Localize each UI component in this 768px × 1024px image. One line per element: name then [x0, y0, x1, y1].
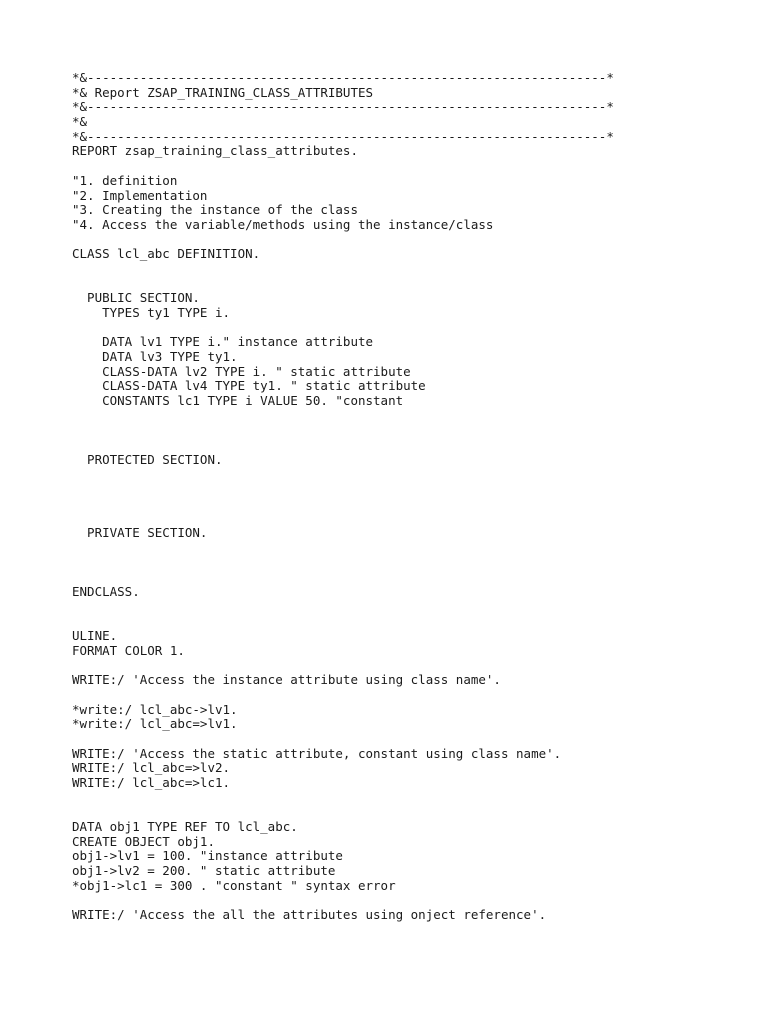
code-line: TYPES ty1 TYPE i.: [72, 305, 231, 320]
code-line: [72, 233, 614, 248]
code-line: *&---------------------------------------------------------------------*: [72, 128, 614, 144]
code-line: [72, 614, 614, 629]
code-line: WRITE:/ 'Access the all the attributes using onject reference'.: [72, 907, 547, 923]
code-line: [72, 688, 614, 703]
code-line: *write:/ lcl_abc=>lv1.: [72, 716, 238, 732]
code-line: *&---------------------------------------------------------------------*: [72, 99, 614, 115]
code-line: "1. definition: [72, 172, 178, 188]
code-line: *obj1->lc1 = 300 . "constant " syntax error: [72, 877, 396, 893]
code-line: [72, 541, 614, 556]
code-line: [72, 468, 614, 483]
code-listing: [72, 71, 614, 923]
code-line: PUBLIC SECTION.: [72, 290, 200, 306]
code-line: *&---------------------------------------------------------------------*: [72, 70, 614, 85]
code-line: "2. Implementation: [72, 187, 208, 203]
code-line: [72, 512, 614, 527]
code-line: CLASS-DATA lv4 TYPE ty1. " static attribute: [72, 378, 426, 394]
code-line: PRIVATE SECTION.: [72, 525, 208, 541]
code-line: *write:/ lcl_abc->lv1.: [72, 701, 238, 717]
code-line: obj1->lv1 = 100. "instance attribute: [72, 848, 343, 864]
code-line: [72, 659, 614, 674]
code-line: [72, 497, 614, 512]
code-line: [72, 321, 614, 336]
code-line: [72, 894, 614, 909]
code-line: "4. Access the variable/methods using the instance/class: [72, 216, 494, 232]
code-line: CLASS lcl_abc DEFINITION.: [72, 246, 261, 262]
code-line: [72, 262, 614, 277]
code-line: REPORT zsap_training_class_attributes.: [72, 143, 358, 159]
code-line: [72, 424, 614, 439]
code-line: [72, 805, 614, 820]
code-line: [72, 277, 614, 292]
code-line: [72, 159, 614, 174]
code-line: [72, 438, 614, 453]
code-line: PROTECTED SECTION.: [72, 451, 223, 467]
code-line: [72, 409, 614, 424]
code-line: WRITE:/ 'Access the instance attribute using class name'.: [72, 672, 501, 688]
code-line: WRITE:/ lcl_abc=>lc1.: [72, 775, 231, 790]
code-line: [72, 791, 614, 806]
code-line: CONSTANTS lc1 TYPE i VALUE 50. "constant: [72, 393, 404, 409]
code-line: WRITE:/ 'Access the static attribute, constant using class name'.: [72, 745, 562, 761]
code-line: ULINE.: [72, 628, 118, 644]
code-line: DATA lv3 TYPE ty1.: [72, 349, 238, 365]
code-line: [72, 570, 614, 585]
code-line: ENDCLASS.: [72, 584, 140, 600]
code-line: [72, 732, 614, 747]
code-line: *& Report ZSAP_TRAINING_CLASS_ATTRIBUTES: [72, 84, 374, 100]
code-line: [72, 482, 614, 497]
code-line: FORMAT COLOR 1.: [72, 642, 185, 658]
code-line: DATA lv1 TYPE i." instance attribute: [72, 334, 374, 350]
code-line: obj1->lv2 = 200. " static attribute: [72, 863, 336, 879]
code-line: CLASS-DATA lv2 TYPE i. " static attribute: [72, 363, 411, 379]
code-line: DATA obj1 TYPE REF TO lcl_abc.: [72, 819, 298, 835]
code-line: "3. Creating the instance of the class: [72, 202, 358, 218]
code-line: *&: [72, 114, 88, 130]
code-line: WRITE:/ lcl_abc=>lv2.: [72, 760, 231, 776]
code-line: [72, 556, 614, 571]
code-line: CREATE OBJECT obj1.: [72, 833, 215, 849]
code-line: [72, 600, 614, 615]
